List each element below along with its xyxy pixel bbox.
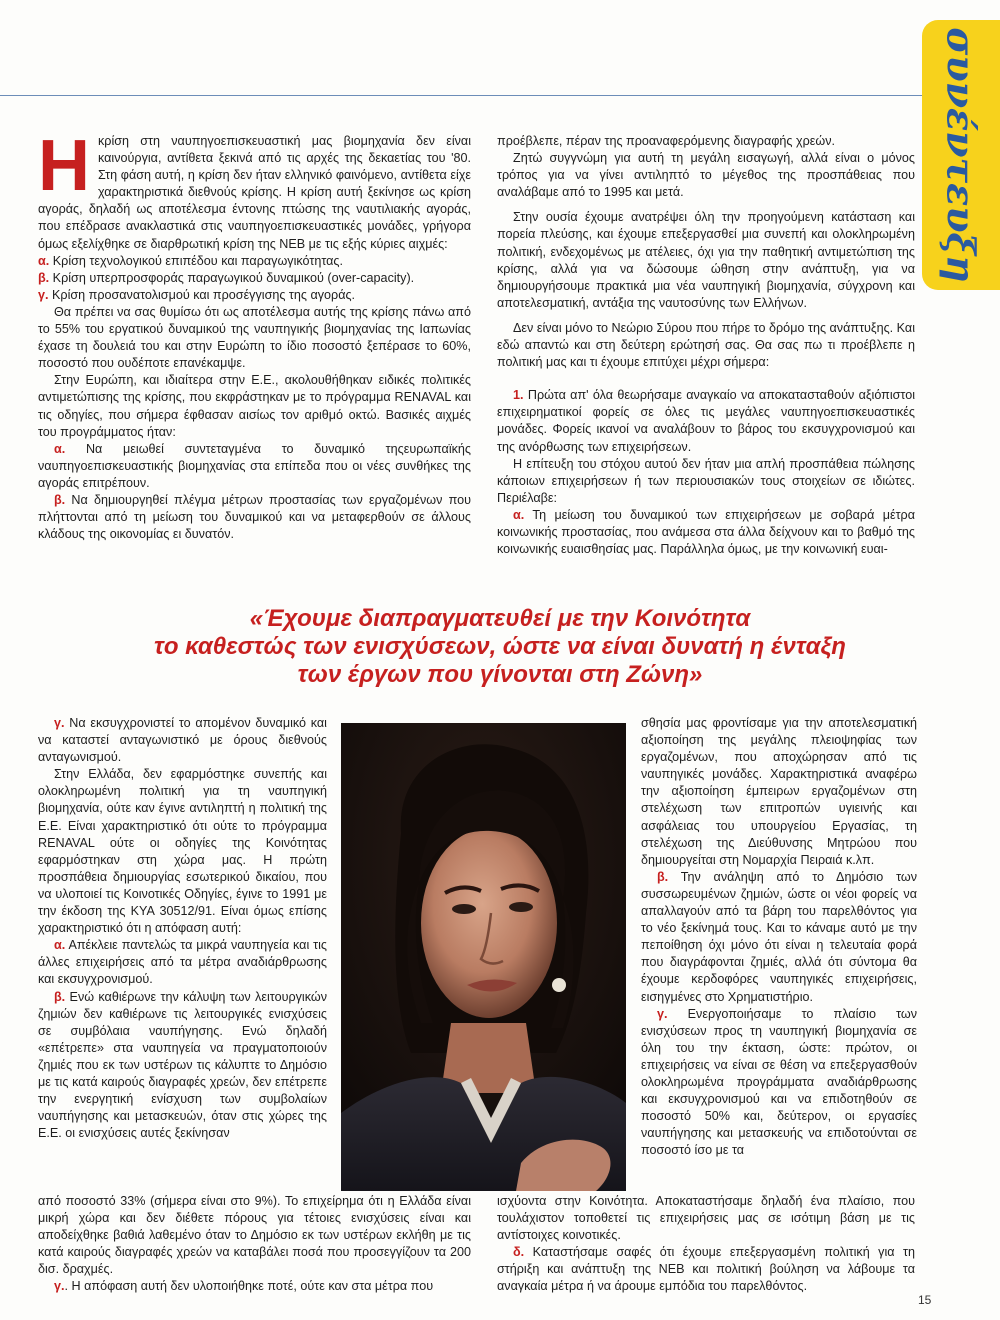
paragraph: σθησία μας φροντίσαμε για την αποτελεσματική αξιοποίηση της μεγάλης πλειοψηφίας των εργαζομένων, που αποχώρησαν από τις ναυπηγικές μονάδες. Χαρακτηριστικά αναφέρω την αξιοποίηση έμπειρων εργαζομένων στη στελέχωση των επιτροπών υγιεινής και ασφάλειας του υπουργείου Εργασίας, τη στελέχωση της Διεύθυνσης Μητρώου που δημιουργείται στη Νομαρχία Πειραιά κ.λπ. <box>641 716 917 867</box>
bottom-right-continuation <box>497 1193 915 1296</box>
pull-quote-line: «Έχουμε διαπραγματευθεί με την Κοινότητα <box>249 605 751 632</box>
bottom-left-continuation <box>38 1193 471 1296</box>
list-item: β. Την ανάληψη από το Δημόσιο των συσσωρευμένων ζημιών, ώστε οι νέοι φορείς να απαλλαγούν από τα βάρη του παρελθόντος για το νέο ξεκίνημά τους. Και το κάναμε αυτό με την πεποίθηση όχι μόνο ότι είναι η τελευταία φορά που διαγράφονται ζημιές, αλλά ότι σύντομα θα έχουμε κερδοφόρες ναυπηγικές επιχειρήσεις, εισηγμένες στο Χρηματιστήριο. <box>641 869 917 1004</box>
list-item: α. Απέκλειε παντελώς τα μικρά ναυπηγεία και τις άλλες επιχειρήσεις από τα μέτρα αναδιάρθρωσης και εκσυγχρονισμού. <box>38 938 327 987</box>
pull-quote <box>100 605 900 689</box>
section-tab <box>922 20 1000 290</box>
list-item: δ. Καταστήσαμε σαφές ότι έχουμε επεξεργασμένη πολιτική για τη στήριξη και ανάπτυξη της ΝΕΒ και πολιτική βούληση να λάβουμε τα αναγκαία μέτρα ή να άρουμε εμπόδια του παρελθόντος. <box>497 1245 915 1294</box>
paragraph: Στην ουσία έχουμε ανατρέψει όλη την προηγούμενη κατάσταση και πορεία πλεύσης, και έχουμε επεξεργασθεί μια συνεπή και ολοκληρωμένη πολιτική, ενδεχομένως με ατέλειες, όχι για την παθητική αντιμετώπιση της κρίσης, αλλά για να δώσουμε ώθηση στην ανάπτυξη, για να δημιουργήσουμε πρακτικά μια νέα ναυπηγική βιομηχανία, σύγχρονη και αποτελεσματική, αντάξια της ναυτοσύνης των Ελλήνων. <box>497 210 915 310</box>
page-number: 15 <box>918 1293 932 1307</box>
bottom-right-column <box>641 715 917 1159</box>
list-item: α. Τη μείωση του δυναμικού των επιχειρήσεων με σοβαρά μέτρα κοινωνικής προστασίας, που ανάμεσα στα άλλα δείχνουν και το βαθμό της κοινωνικής ευαισθησίας μας. Παράλληλα όμως, με την κοινωνική ευαι- <box>497 507 915 557</box>
paragraph: Θα πρέπει να σας θυμίσω ότι ως αποτέλεσμα αυτής της κρίσης πάνω από το 55% του εργατικού δυναμικού της ναυπηγικής βιομηχανίας της Ιαπωνίας έχασε τη δουλειά του και στην Ευρώπη το ίδιο ποσοστό ξεπέρασε το 60%, ποσοστό που ουδέποτε επανέκαμψε. <box>38 304 471 371</box>
list-item: β. Να δημιουργηθεί πλέγμα μέτρων προστασίας των εργαζομένων που πλήττονται από τη μείωση του δυναμικού και να μεταφερθούν σε άλλους κλάδους της οικονομίας ει δυνατόν. <box>38 492 471 542</box>
list-item: γ. Να εκσυγχρονιστεί το απομένον δυναμικό και να καταστεί ανταγωνιστικό με όρους διεθνούς ανταγωνισμού. <box>38 716 327 765</box>
paragraph: Δεν είναι μόνο το Νεώριο Σύρου που πήρε το δρόμο της ανάπτυξης. Και εδώ απαντώ και στη δεύτερη ερώτησή σας. Θα σας πω τι προέβλεπε η πολιτική μας και τι έχουμε επιτύχει μέχρι σήμερα: <box>497 320 915 370</box>
paragraph: Ζητώ συγγνώμη για αυτή τη μεγάλη εισαγωγή, αλλά είναι ο μόνος τρόπος για να γίνει αντιληπτό το μέγεθος της προσπάθειας που αναλάβαμε από το 1995 και μετά. <box>497 151 915 200</box>
bottom-left-column <box>38 715 327 1142</box>
list-item: γ. Κρίση προσανατολισμού και προσέγγισης της αγοράς. <box>38 287 356 302</box>
pull-quote-line: των έργων που γίνονται στη Ζώνη» <box>297 661 703 688</box>
section-tab-label: συνέντευξη <box>938 27 984 283</box>
portrait-illustration <box>341 723 626 1191</box>
paragraph: Στην Ευρώπη, και ιδιαίτερα στην Ε.Ε., ακολουθήθηκαν ειδικές πολιτικές αντιμετώπισης της κρίσης, που εκφράστηκαν με το πρόγραμμα RENAVAL και τις οδηγίες, που σήμερα έφθασαν αισίως τον αριθμό οκτώ. Βασικές αιχμές του προγράμματος ήταν: <box>38 373 471 439</box>
portrait-photo <box>341 723 626 1191</box>
top-right-column <box>497 133 915 558</box>
drop-cap: Η <box>38 126 90 206</box>
list-item: α. Να μειωθεί συντεταγμένα το δυναμικό τηςευρωπαϊκής ναυπηγοεπισκευαστικής βιομηχανίας στα επίπεδα που οι νέες συνθήκες της αγοράς επιτρέπουν. <box>38 441 471 490</box>
numbered-paragraph: 1. Πρώτα απ' όλα θεωρήσαμε αναγκαίο να αποκατασταθούν αξιόπιστοι επιχειρηματικοί φορείς σε όλες τις μεγάλες ναυπηγοεπισκευαστικές μονάδες. Φορείς ικανοί να αναλάβουν το βάρος του εκσυγχρονισμού και της ανόρθωσης των επιχειρήσεων. <box>497 388 915 454</box>
list-item: γ. Ενεργοποιήσαμε το πλαίσιο των ενισχύσεων προς τη ναυπηγική βιομηχανία σε όλη του την έκταση, ώστε: πρώτον, οι επιχειρήσεις να είναι σε θέση να επεξεργασθούν ολοκληρωμένα προγράμματα αναδιάρθρωσης και εκσυγχρονισμού και να επιδοτηθούν σε ποσοστό 50% και, δεύτερον, οι εργασίες ναυπήγησης και μετασκευής να επιδοτούνται σε ποσοστό ίσο με τα <box>641 1006 917 1158</box>
header-rule <box>0 95 922 96</box>
paragraph: προέβλεπε, πέραν της προαναφερόμενης διαγραφής χρεών. <box>497 134 836 148</box>
top-left-column <box>38 126 471 543</box>
list-item: γ.. Η απόφαση αυτή δεν υλοποιήθηκε ποτέ, ούτε καν στα μέτρα που <box>54 1279 434 1294</box>
intro-paragraph: Η κρίση στη ναυπηγοεπισκευαστική μας βιομηχανία δεν είναι καινούργια, αντίθετα ξεκινά από τις αρχές της δεκαετίας του '80. Στη φάση αυτή, η κρίση δεν ήταν ελληνικό φαινόμενο, αντίθετα είχε χαρακτηριστικά διεθνούς κρίσης. Η κρίση αυτή ξεκίνησε ως κρίση αγοράς, δηλαδή ως αποτέλεσμα έντονης πτώσης της ναυτιλιακής αγοράς, που επέδρασε ανακλαστικά στις ναυπηγοεπισκευαστικές μονάδες, γρήγορα όμως εξελίχθηκε σε διαρθρωτική κρίση της ΝΕΒ με τις εξής κύριες αιχμές: <box>38 126 471 251</box>
paragraph: από ποσοστό 33% (σήμερα είναι στο 9%). Το επιχείρημα ότι η Ελλάδα είναι μικρή χώρα και δεν διέθετε πόρους για τέτοιες ενισχύσεις είναι και αποδείχθηκε βαθιά λαθεμένο όταν το Δημόσιο εκ των υστέρων εκλήθη με τις κατά καιρούς διαγραφές χρεών να καταβάλει ποσά που προσεγγίζουν τα 200 δισ. δραχμές. <box>38 1194 471 1277</box>
list-item: β. Κρίση υπερπροσφοράς παραγωγικού δυναμικού (over-capacity). <box>38 270 415 285</box>
paragraph: Η επίτευξη του στόχου αυτού δεν ήταν μια απλή προσπάθεια πώλησης κάποιων επιχειρήσεων ή των περιουσιακών τους στοιχείων σε ιδιώτες. Περιέλαβε: <box>497 456 915 505</box>
paragraph: Στην Ελλάδα, δεν εφαρμόστηκε συνεπής και ολοκληρωμένη πολιτική για τη ναυπηγική βιομηχανία, ούτε καν έγινε αντιληπτή η πολιτική της Ε.Ε. Είναι χαρακτηριστικό ότι ούτε το πρόγραμμα RENAVAL ούτε οι οδηγίες της Κοινότητας εφαρμόστηκαν στη χώρα μας. Η πρώτη προσπάθεια δημιουργίας εσωτερικού δικαίου, που να υλοποιεί τις Κοινοτικές Οδηγίες, έγινε το 1991 με την έκδοση της ΚΥΑ 30512/91. Είναι όμως επίσης χαρακτηριστικό ότι η απόφαση αυτή: <box>38 767 327 936</box>
paragraph: ισχύοντα στην Κοινότητα. Αποκαταστήσαμε δηλαδή ένα πλαίσιο, που τουλάχιστον τοποθετεί τις επιχειρήσεις μας σε ισότιμη βάση με τις αντίστοιχες κοινοτικές. <box>497 1194 915 1243</box>
list-item: β. Ενώ καθιέρωνε την κάλυψη των λειτουργικών ζημιών δεν καθιέρωνε τις λειτουργικές ενισχύσεις σε συμβόλαια ναυπήγησης. Ενώ δηλαδή «επέτρεπε» στα ναυπηγεία να πραγματοποιούν ζημιές που εκ των υστέρων τις κάλυπτε το Δημόσιο με τις κατά καιρούς διαγραφές χρεών, δεν επέτρεπε την ενεργητική ενίσχυση των συμβολαίων ναυπήγησης και μετασκευών, όταν στις χώρες της Ε.Ε. οι ενισχύσεις αυτές ξεκίνησαν <box>38 989 327 1141</box>
list-item: α. Κρίση τεχνολογικού επιπέδου και παραγωγικότητας. <box>38 253 343 268</box>
pull-quote-line: το καθεστώς των ενισχύσεων, ώστε να είναι δυνατή η ένταξη <box>154 633 846 660</box>
